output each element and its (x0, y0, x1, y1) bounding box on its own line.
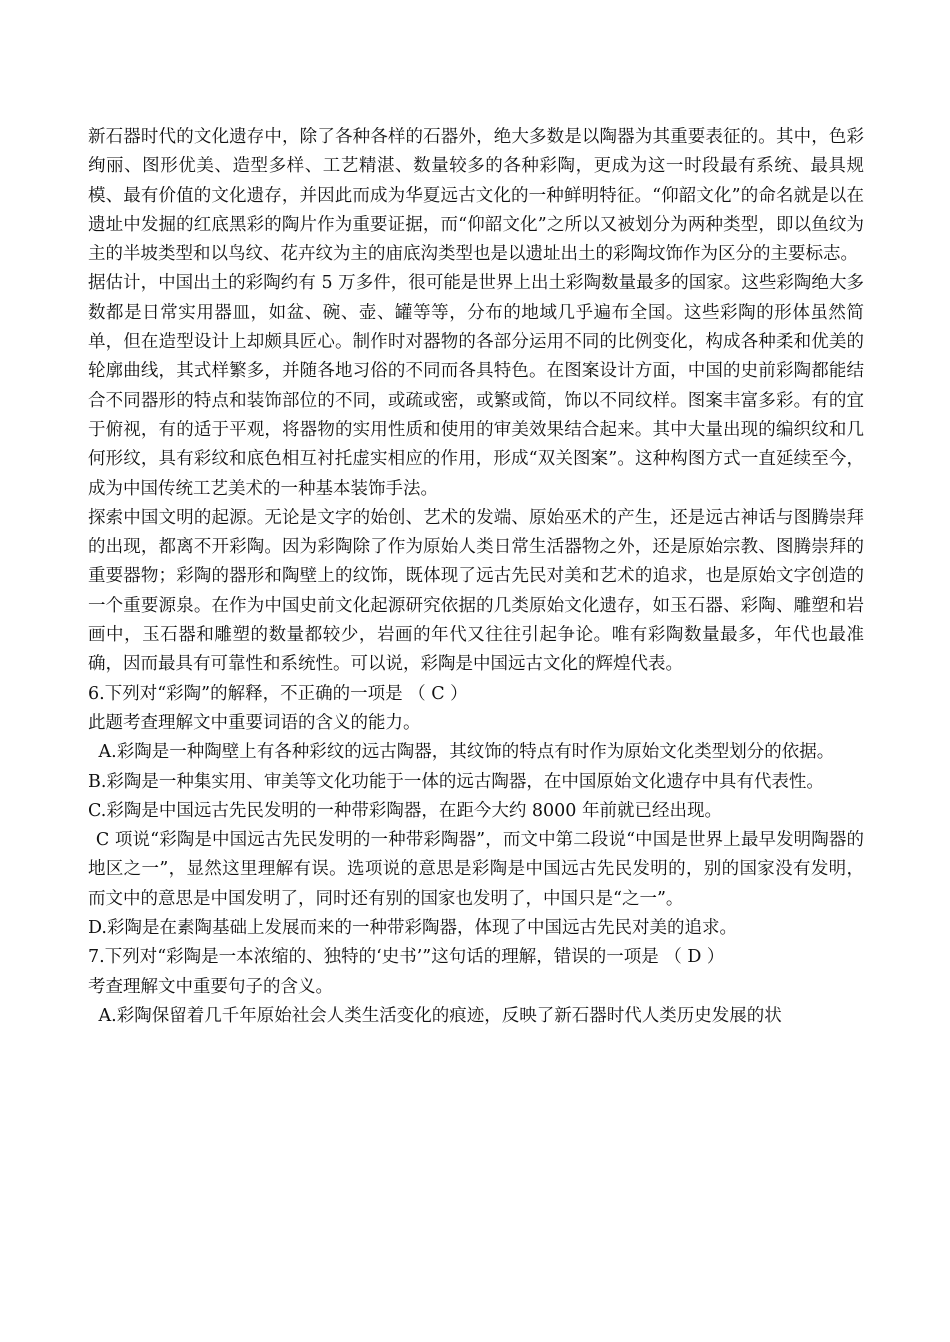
question-6-stem: 6.下列对“彩陶”的解释，不正确的一项是 （ C ） (88, 683, 468, 704)
question-6-option-a: A.彩陶是一种陶壁上有各种彩纹的远古陶器，其纹饰的特点有时作为原始文化类型划分的依据。 (98, 742, 835, 763)
passage-paragraph-3: 探索中国文明的起源。无论是文字的始创、艺术的发端、原始巫术的产生，还是远古神话与图腾崇拜的出现，都离不开彩陶。因为彩陶除了作为原始人类日常生活器物之外，还是原始宗教、图腾崇拜的重要器物；彩陶的器形和陶壁上的纹饰，既体现了远古先民对美和艺术的追求，也是原始文字创造的一个重要源泉。在作为中国史前文化起源研究依据的几类原始文化遗存，如玉石器、彩陶、雕塑和岩画中，玉石器和雕塑的数量都较少，岩画的年代又往往引起争论。唯有彩陶数量最多，年代也最准确，因而最具有可靠性和系统性。可以说，彩陶是中国远古文化的辉煌代表。 (88, 507, 864, 675)
question-6-note: 此题考查理解文中重要词语的含义的能力。 (88, 712, 421, 733)
document-page (88, 123, 864, 1031)
question-7-option-a: A.彩陶保留着几千年原始社会人类生活变化的痕迹，反映了新石器时代人类历史发展的状 (98, 1005, 782, 1026)
question-7-note: 考查理解文中重要句子的含义。 (88, 976, 333, 997)
question-6-option-b: B.彩陶是一种集实用、审美等文化功能于一体的远古陶器，在中国原始文化遗存中具有代表性。 (88, 771, 824, 792)
question-6-option-c: C.彩陶是中国远古先民发明的一种带彩陶器，在距今大约 8000 年前就已经出现。 (88, 800, 722, 821)
passage-paragraph-1: 新石器时代的文化遗存中，除了各种各样的石器外，绝大多数是以陶器为其重要表征的。其中，色彩绚丽、图形优美、造型多样、工艺精湛、数量较多的各种彩陶，更成为这一时段最有系统、最具规模、最有价值的文化遗存，并因此而成为华夏远古文化的一种鲜明特征。“仰韶文化”的命名就是以在遗址中发掘的红底黑彩的陶片作为重要证据，而“仰韶文化”之所以又被划分为两种类型，即以鱼纹为主的半坡类型和以鸟纹、花卉纹为主的庙底沟类型也是以遗址出土的彩陶坟饰作为区分的主要标志。 (88, 127, 864, 265)
question-6-analysis: C 项说“彩陶是中国远古先民发明的一种带彩陶器”，而文中第二段说“中国是世界上最早发明陶器的地区之一”，显然这里理解有误。选项说的意思是彩陶是中国远古先民发明的，别的国家没有发明，而文中的意思是中国发明了，同时还有别的国家也发明了，中国只是“之一”。 (88, 830, 864, 909)
question-6-option-d: D.彩陶是在素陶基础上发展而来的一种带彩陶器，体现了中国远古先民对美的追求。 (88, 918, 737, 939)
question-7-stem: 7.下列对“彩陶是一本浓缩的、独特的‘史书’”这句话的理解，错误的一项是 （ D ） (88, 947, 725, 968)
passage-paragraph-2: 据估计，中国出土的彩陶约有 5 万多件，很可能是世界上出土彩陶数量最多的国家。这些彩陶绝大多数都是日常实用器皿，如盆、碗、壶、罐等等，分布的地域几乎遍布全国。这些彩陶的形体虽然简单，但在造型设计上却颇具匠心。制作时对器物的各部分运用不同的比例变化，构成各种柔和优美的轮廓曲线，其式样繁多，并随各地习俗的不同而各具特色。在图案设计方面，中国的史前彩陶都能结合不同器形的特点和装饰部位的不同，或疏或密，或繁或简，饰以不同纹样。图案丰富多彩。有的宜于俯视，有的适于平观，将器物的实用性质和使用的审美效果结合起来。其中大量出现的编织纹和几何形纹，具有彩纹和底色相互衬托虚实相应的作用，形成“双关图案”。这种构图方式一直延续至今，成为中国传统工艺美术的一种基本装饰手法。 (88, 273, 864, 499)
